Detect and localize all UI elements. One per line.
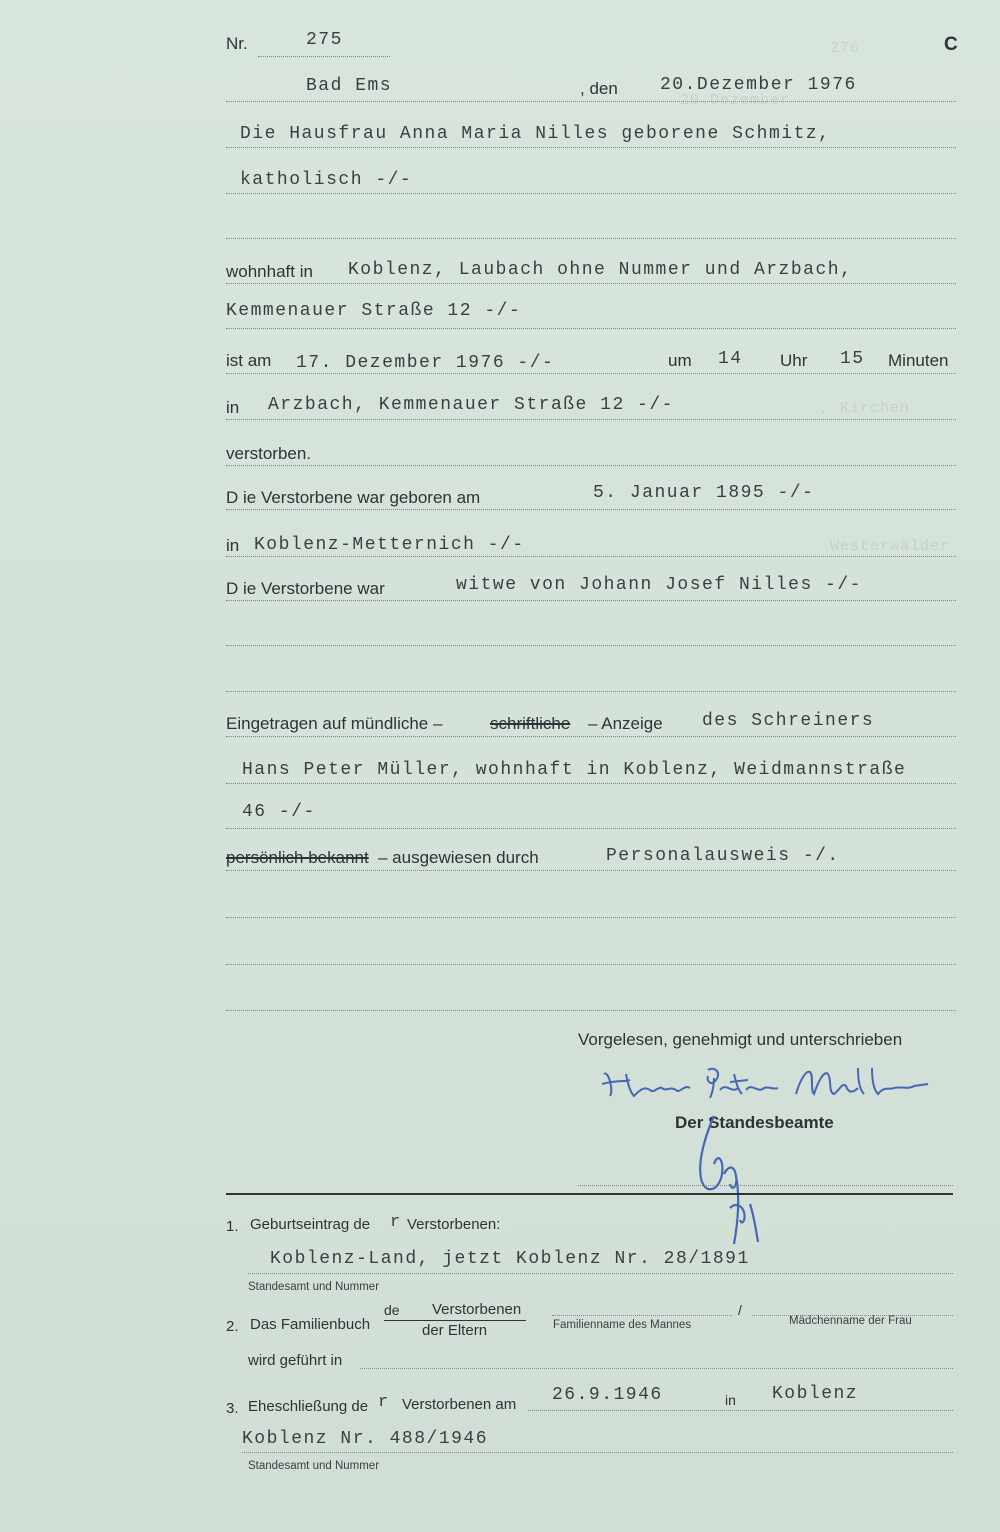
item-3-label: Eheschließung de <box>248 1398 369 1415</box>
reporter-line-2: Hans Peter Müller, wohnhaft in Koblenz, Weidmannstraße <box>242 760 907 780</box>
death-place: Arzbach, Kemmenauer Straße 12 -/- <box>268 395 674 415</box>
item-2-maedchen: Mädchenname der Frau <box>789 1315 912 1327</box>
dotted-line <box>226 419 956 420</box>
birth-label: D ie Verstorbene war geboren am <box>226 488 481 507</box>
dotted-line <box>360 1368 953 1369</box>
item-2-label: Das Familienbuch <box>250 1316 371 1333</box>
item-3-label-2: Verstorbenen am <box>402 1396 517 1413</box>
dotted-line <box>226 870 956 871</box>
item-2-verstorbenen: Verstorbenen <box>432 1301 522 1318</box>
dotted-line <box>226 1010 956 1011</box>
item-3-number: 3. <box>226 1400 239 1417</box>
item-2-number: 2. <box>226 1318 239 1335</box>
uhr-label: Uhr <box>780 351 808 370</box>
death-hour: 14 <box>718 349 743 369</box>
dotted-line <box>226 645 956 646</box>
dotted-line <box>226 600 956 601</box>
item-2-de: de <box>384 1302 400 1318</box>
place-value: Bad Ems <box>306 76 393 96</box>
dotted-line <box>226 917 956 918</box>
dotted-line <box>226 147 956 148</box>
date-value: 20.Dezember 1976 <box>660 75 857 95</box>
bleed-through-text: Westerwälder <box>830 538 951 555</box>
nr-value: 275 <box>306 30 343 50</box>
item-1-label: Geburtseintrag de <box>250 1216 371 1233</box>
item-2-fam-mann: Familienname des Mannes <box>553 1319 692 1331</box>
official-signature <box>684 1104 774 1254</box>
dotted-line <box>248 1273 953 1274</box>
eingetragen-label: Eingetragen auf mündliche – <box>226 714 443 733</box>
item-2-eltern: der Eltern <box>422 1322 488 1339</box>
dotted-line <box>258 56 390 57</box>
dotted-line <box>226 509 956 510</box>
um-label: um <box>668 351 692 370</box>
corner-letter: C <box>944 34 958 55</box>
item-3-in: in <box>725 1392 736 1408</box>
dotted-line <box>226 736 956 737</box>
fraction-line <box>384 1320 526 1321</box>
dotted-line <box>226 783 956 784</box>
dotted-line <box>552 1315 732 1316</box>
standesbeamte-label: Der Standesbeamte <box>675 1113 834 1132</box>
standesamt-caption: Standesamt und Nummer <box>248 1281 380 1293</box>
item-3-suffix: r <box>378 1393 390 1412</box>
in-label: in <box>226 398 240 417</box>
reporter-line-3: 46 -/- <box>242 802 316 822</box>
death-date: 17. Dezember 1976 -/- <box>296 353 555 373</box>
birth-date: 5. Januar 1895 -/- <box>593 483 815 503</box>
dotted-line <box>226 828 956 829</box>
dotted-line <box>226 373 956 374</box>
item-3-value: Koblenz Nr. 488/1946 <box>242 1429 489 1449</box>
standesamt-caption-2: Standesamt und Nummer <box>248 1460 380 1472</box>
bleed-through-text: 20.Dezember <box>680 92 791 109</box>
widow-value: witwe von Johann Josef Nilles -/- <box>456 575 862 595</box>
address-line-1: Koblenz, Laubach ohne Nummer und Arzbach, <box>348 260 853 280</box>
wohnhaft-label: wohnhaft in <box>226 262 313 281</box>
address-line-2: Kemmenauer Straße 12 -/- <box>226 301 522 321</box>
nr-label: Nr. <box>226 34 248 53</box>
anzeige-label: – Anzeige <box>588 714 663 733</box>
reporter-line-1: des Schreiners <box>702 711 875 731</box>
dotted-line <box>226 101 956 102</box>
item-1-value: Koblenz-Land, jetzt Koblenz Nr. 28/1891 <box>270 1249 750 1269</box>
bleed-through-text: , Kirchen <box>820 400 911 417</box>
minuten-label: Minuten <box>888 351 949 370</box>
birth-place: Koblenz-Metternich -/- <box>254 535 525 555</box>
bleed-through-text: 276 <box>830 40 861 57</box>
dotted-line <box>528 1410 953 1411</box>
persoenlich-struck: persönlich bekannt <box>226 848 369 867</box>
deceased-line-2: katholisch -/- <box>240 170 413 190</box>
deceased-line-1: Die Hausfrau Anna Maria Nilles geborene Schmitz, <box>240 124 831 144</box>
dotted-line <box>226 238 956 239</box>
den-label: , den <box>580 79 618 98</box>
death-minute: 15 <box>840 349 865 369</box>
item-1-label-2: Verstorbenen: <box>407 1216 501 1233</box>
item-2-slash: / <box>738 1302 742 1318</box>
item-1-suffix: r <box>390 1213 402 1232</box>
vorgelesen-label: Vorgelesen, genehmigt und unterschrieben <box>578 1030 903 1049</box>
ist-am-label: ist am <box>226 351 272 370</box>
verstorben-label: verstorben. <box>226 444 312 463</box>
dotted-line <box>578 1185 953 1186</box>
dotted-line <box>226 465 956 466</box>
informant-signature <box>596 1060 936 1108</box>
widow-label: D ie Verstorbene war <box>226 579 385 598</box>
ausgewiesen-label: – ausgewiesen durch <box>378 848 539 867</box>
dotted-line <box>242 1452 953 1453</box>
dotted-line <box>226 328 956 329</box>
dotted-line <box>226 691 956 692</box>
dotted-line <box>226 556 956 557</box>
dotted-line <box>226 283 956 284</box>
schriftliche-struck: schriftliche <box>490 714 571 733</box>
item-2-gefuehrt: wird geführt in <box>248 1352 343 1369</box>
item-3-place: Koblenz <box>772 1384 859 1404</box>
dotted-line <box>226 193 956 194</box>
item-1-number: 1. <box>226 1218 239 1235</box>
footer-divider <box>226 1193 953 1195</box>
item-3-date: 26.9.1946 <box>552 1385 663 1405</box>
dotted-line <box>226 964 956 965</box>
birth-place-label: in <box>226 536 240 555</box>
id-value: Personalausweis -/. <box>606 846 840 866</box>
